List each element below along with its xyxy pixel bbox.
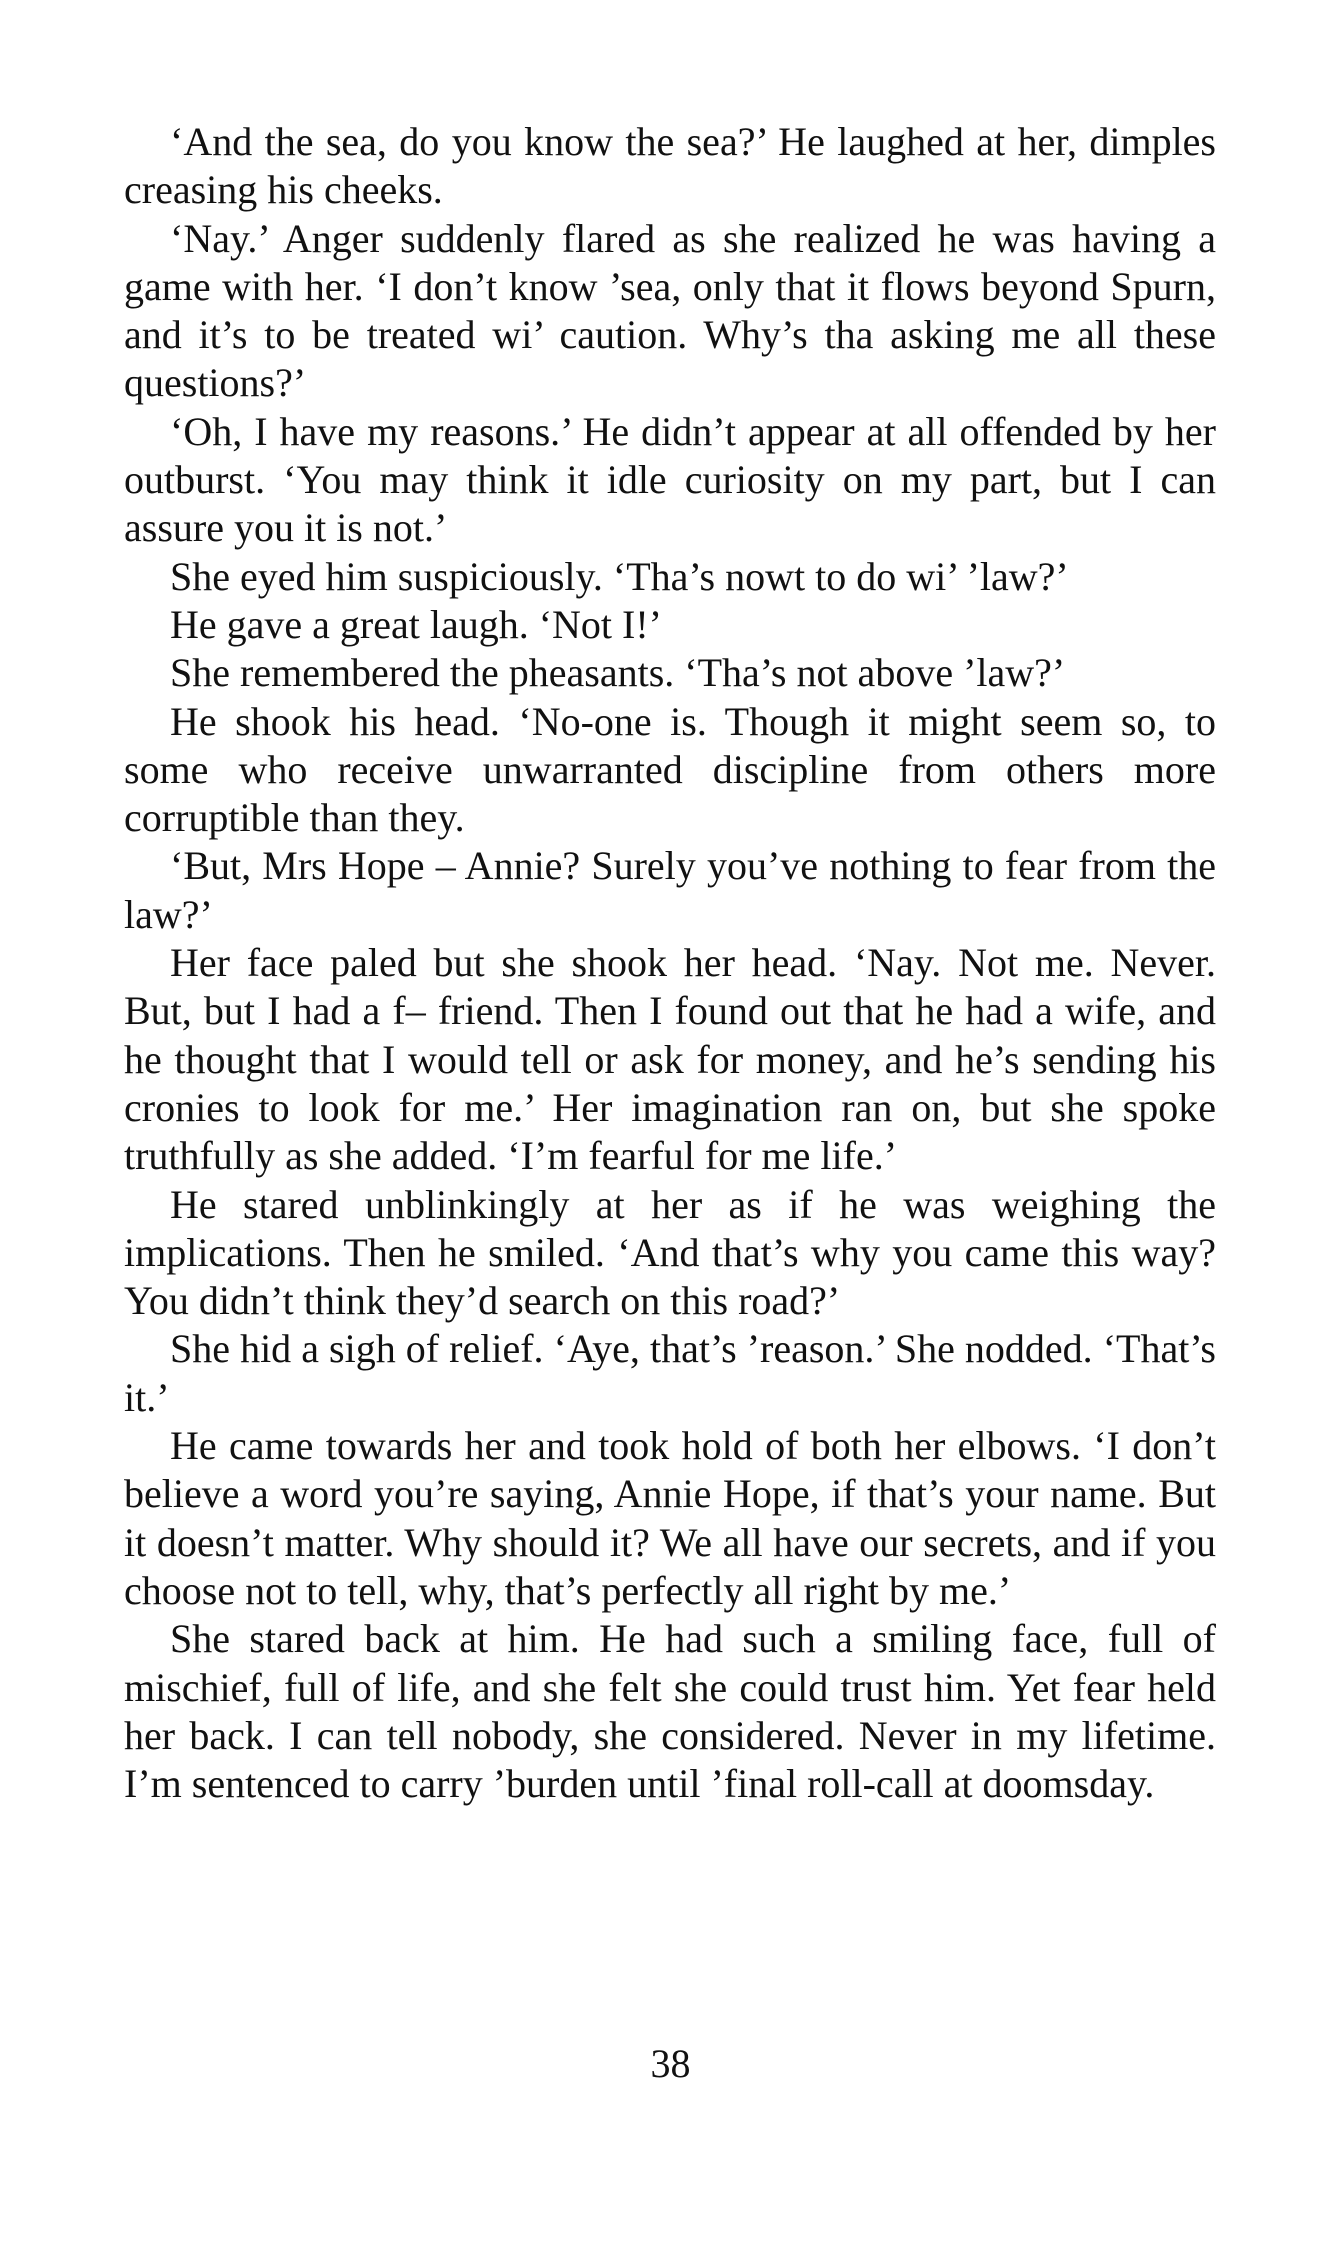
paragraph: ‘Nay.’ Anger suddenly flared as she realized he was having a game with her. ‘I don’t know ’sea, only that it flows beyond Spurn, and it’s to be treated wi’ caution. Why’s tha asking me all these questions?’ — [124, 215, 1216, 406]
paragraph: She stared back at him. He had such a smiling face, full of mischief, full of life, and she felt she could trust him. Yet fear held her back. I can tell nobody, she considered. Never in my lifetime. I’m sentenced to carry ’burden until ’final roll-call at doomsday. — [124, 1616, 1216, 1807]
body-text — [124, 118, 1216, 1808]
paragraph: He came towards her and took hold of both her elbows. ‘I don’t believe a word you’re saying, Annie Hope, if that’s your name. But it doesn’t matter. Why should it? We all have our secrets, and if you choose not to tell, why, that’s perfectly all right by me.’ — [124, 1423, 1216, 1613]
paragraph: He stared unblinkingly at her as if he was weighing the implications. Then he smiled. ‘And that’s why you came this way? You didn’t think they’d search on this road?’ — [124, 1181, 1216, 1324]
paragraph: Her face paled but she shook her head. ‘Nay. Not me. Never. But, but I had a f– friend. Then I found out that he had a wife, and he thought that I would tell or ask for money, and he’s sending his cronies to look for me.’ Her imagination ran on, but she spoke truthfully as she added. ‘I’m fearful for me life.’ — [124, 940, 1216, 1179]
paragraph: ‘Oh, I have my reasons.’ He didn’t appear at all offended by her outburst. ‘You may think it idle curiosity on my part, but I can assure you it is not.’ — [124, 408, 1216, 551]
paragraph: He shook his head. ‘No-one is. Though it might seem so, to some who receive unwarranted discipline from others more corruptible than they. — [124, 698, 1216, 841]
paragraph: She hid a sigh of relief. ‘Aye, that’s ’reason.’ She nodded. ‘That’s it.’ — [124, 1326, 1216, 1420]
paragraph: She remembered the pheasants. ‘Tha’s not above ’law?’ — [170, 650, 1066, 696]
paragraph: ‘And the sea, do you know the sea?’ He laughed at her, dimples creasing his cheeks. — [124, 119, 1216, 213]
page-number: 38 — [650, 2041, 691, 2086]
paragraph: She eyed him suspiciously. ‘Tha’s nowt to do wi’ ’law?’ — [170, 553, 1069, 599]
paragraph: He gave a great laugh. ‘Not I!’ — [170, 601, 662, 647]
paragraph: ‘But, Mrs Hope – Annie? Surely you’ve nothing to fear from the law?’ — [124, 843, 1216, 937]
